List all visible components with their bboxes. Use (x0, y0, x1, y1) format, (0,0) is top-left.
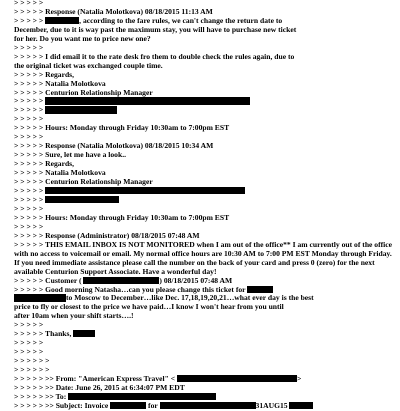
quote-marker: > > > > > (14, 151, 44, 160)
line-text: Hours: Monday through Friday 10:30am to 7:00pm EST (45, 124, 230, 133)
line-text: Date: June 26, 2015 at 6:34:07 PM EDT (55, 383, 185, 392)
redaction-bar (45, 97, 250, 104)
quote-marker: > > > > > (14, 321, 44, 330)
quote-marker: > > > > > (14, 187, 44, 196)
email-line (14, 8, 398, 17)
line-text: Hours: Monday through Friday 10:30am to 7:00pm EST (45, 213, 230, 222)
quote-marker: > > > > > (14, 169, 44, 178)
quote-marker: > > > > > (14, 160, 44, 169)
line-text: to Moscow to December…like Dec. 17,18,19,20,21…what ever day is the best (66, 294, 314, 303)
email-line (14, 17, 398, 26)
redaction-bar (45, 196, 119, 203)
email-line (14, 178, 398, 187)
quote-marker: > > > > > (14, 285, 44, 294)
redaction-bar (247, 286, 273, 293)
redaction-bar (177, 375, 297, 382)
email-line (14, 106, 398, 115)
line-text: Response (Administrator) 08/18/2015 07:48 AM (45, 231, 200, 240)
quote-marker: > > > > > (14, 133, 44, 142)
email-line (14, 286, 398, 295)
email-line (14, 294, 398, 303)
line-text: for her. Do you want me to price new one? (14, 34, 151, 43)
email-line (14, 187, 398, 196)
email-line (14, 393, 398, 402)
line-text: ) 08/18/2015 07:48 AM (159, 276, 233, 285)
quote-marker: > > > > > (14, 70, 44, 79)
email-line (14, 384, 398, 393)
line-text: Response (Natalia Molotkova) 08/18/2015 10:34 AM (45, 142, 214, 151)
line-text: To: (55, 392, 67, 402)
email-line (14, 366, 398, 375)
quote-marker: > > > > > (14, 276, 44, 285)
email-line (14, 312, 398, 321)
email-line (14, 223, 398, 232)
email-line (14, 0, 398, 8)
email-line (14, 80, 398, 89)
email-line (14, 169, 398, 178)
email-line (14, 160, 398, 169)
quote-marker: > > > > > > (14, 357, 50, 366)
line-text: > (296, 375, 302, 384)
line-text: Regards, (45, 160, 75, 169)
quote-marker: > > > > > (14, 348, 44, 357)
email-line (14, 277, 398, 286)
redaction-bar (289, 402, 313, 409)
quote-marker: > > > > > (14, 239, 44, 249)
redaction-bar (83, 277, 159, 284)
quote-marker: > > > > > (14, 97, 44, 106)
line-text: after 10am when your shift starts….! (14, 312, 134, 321)
line-text: Natalia Molotkova (45, 169, 106, 178)
quote-marker: > > > > > (14, 330, 44, 339)
email-line (14, 115, 398, 124)
email-line (14, 330, 398, 339)
email-line (14, 321, 398, 330)
quote-marker: > > > > > > (14, 366, 50, 375)
email-line (14, 44, 398, 53)
email-line (14, 89, 398, 98)
email-thread (14, 0, 398, 411)
quote-marker: > > > > > (14, 43, 44, 52)
email-line (14, 357, 398, 366)
line-text: Subject: Invoice (55, 401, 109, 411)
quote-marker: > > > > > (14, 106, 44, 115)
line-text: , according to the fare rules, we can't change the return date to (79, 16, 283, 26)
line-text: for (146, 401, 158, 411)
quote-marker: > > > > > (14, 7, 44, 16)
quote-marker: > > > > > (14, 195, 44, 205)
line-text: Centurion Relationship Manager (45, 178, 153, 187)
email-line (14, 241, 398, 277)
line-text: From: "American Express Travel" < (55, 375, 176, 384)
email-line (14, 348, 398, 357)
email-line (14, 151, 398, 160)
email-line (14, 124, 398, 133)
email-line (14, 196, 398, 205)
email-line (14, 133, 398, 142)
quote-marker: > > > > > (14, 79, 44, 88)
email-line (14, 303, 398, 312)
quote-marker: > > > > > (14, 204, 44, 213)
line-text: I did email it to the rate desk fro them to double check the rules again, due to (45, 52, 295, 61)
quote-marker: > > > > > (14, 88, 44, 97)
line-text: Regards, (45, 70, 75, 79)
line-text: the original ticket was exchanged couple time. (14, 61, 163, 70)
line-text: THIS EMAIL INBOX IS NOT MONITORED when I am out of the office** I (45, 239, 296, 249)
line-text: Natalia Molotkova (45, 79, 106, 88)
redaction-bar (45, 106, 117, 113)
quote-marker: > > > > > (14, 213, 44, 222)
quote-marker: > > > > > (14, 142, 44, 151)
email-line (14, 35, 398, 44)
line-text: am currently out of the office with no access to voicemail or email. My normal office hours are 10:30 AM to 7:00 PM EST Monday through Friday. If you need immediate assistance please call the number on the back of your card and press 0 (zero) for the next available Centurion Support Associate. Have a wonderful day! (14, 239, 393, 276)
quote-marker: > > > > > (14, 178, 44, 187)
redaction-bar (110, 402, 146, 409)
quote-marker: > > > > > (14, 231, 44, 240)
line-text: Thanks, (45, 330, 72, 339)
redaction-bar (45, 187, 245, 194)
quote-marker: > > > > > >> (14, 383, 54, 392)
email-line (14, 214, 398, 223)
quote-marker: > > > > > >> (14, 375, 54, 384)
quote-marker: > > > > > (14, 222, 44, 231)
line-text: price to fly or closest to the price we have paid…I know I won't hear from you until (14, 303, 284, 312)
line-text: 31AUG15 (255, 401, 288, 411)
line-text: Customer ( (45, 276, 82, 285)
quote-marker: > > > > > >> (14, 392, 54, 402)
redaction-bar (14, 294, 66, 301)
email-line (14, 402, 398, 411)
email-line (14, 142, 398, 151)
quote-marker: > > > > > (14, 0, 44, 7)
line-text: Sure, let me have a look.. (45, 151, 126, 160)
email-line (14, 97, 398, 106)
redaction-bar (73, 330, 95, 337)
email-line (14, 339, 398, 348)
redaction-bar (45, 17, 79, 24)
line-text: December, due to it is way past the maximum stay, you will have to purchase new ticket (14, 25, 297, 34)
quote-marker: > > > > > (14, 115, 44, 124)
line-text: Good morning Natasha…can you please change this ticket for (45, 285, 246, 294)
email-line (14, 375, 398, 384)
line-text: Response (Natalia Molotkova) 08/18/2015 11:13 AM (45, 7, 213, 16)
quote-marker: > > > > > >> (14, 401, 54, 411)
quote-marker: > > > > > (14, 16, 44, 26)
email-line (14, 53, 398, 62)
quote-marker: > > > > > (14, 339, 44, 348)
redaction-bar (68, 393, 216, 400)
email-line (14, 62, 398, 71)
quote-marker: > > > > > (14, 124, 44, 133)
redaction-bar (160, 402, 256, 409)
email-line (14, 205, 398, 214)
email-line (14, 26, 398, 35)
quote-marker: > > > > > (14, 52, 44, 61)
email-line (14, 71, 398, 80)
line-text: Centurion Relationship Manager (45, 88, 153, 97)
